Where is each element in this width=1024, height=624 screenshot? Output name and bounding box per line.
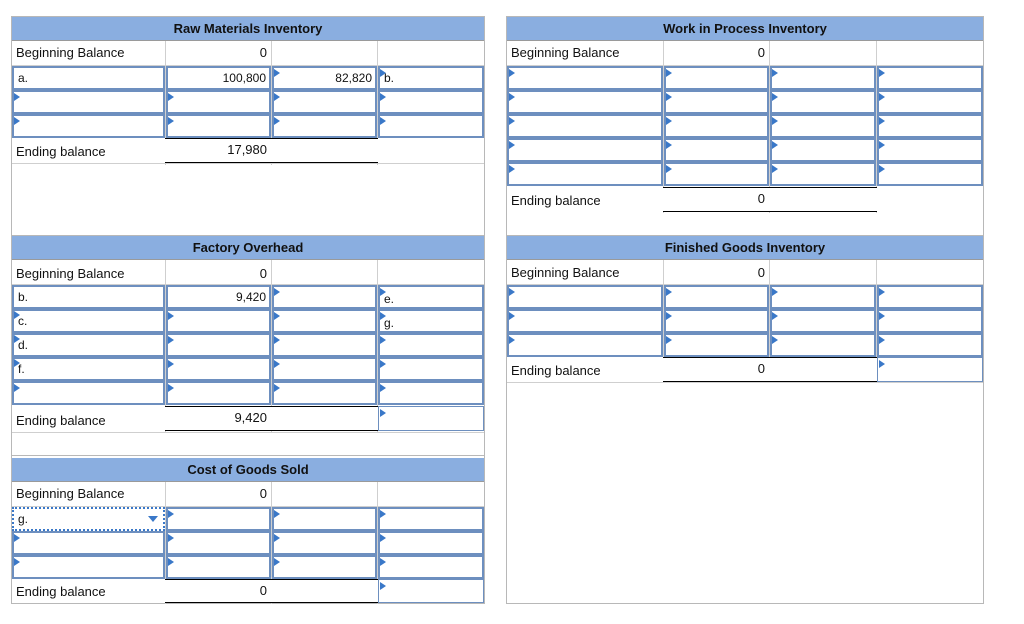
fo-row-f-debit[interactable]	[166, 357, 271, 381]
blue-triangle-flag-icon	[274, 117, 280, 125]
fg-row-1-credit[interactable]	[770, 285, 876, 309]
wip-row-4-credit[interactable]	[770, 138, 876, 162]
wip-row-4-debit[interactable]	[664, 138, 769, 162]
blue-triangle-flag-icon	[14, 311, 20, 319]
blue-triangle-flag-icon	[772, 93, 778, 101]
fg-ending-value: 0	[757, 361, 765, 376]
wip-title: Work in Process Inventory	[507, 17, 983, 41]
blue-triangle-flag-icon	[14, 534, 20, 542]
rm-row-a-account[interactable]	[12, 66, 165, 90]
cogs-ending-credit[interactable]	[378, 579, 484, 603]
blue-triangle-flag-icon	[380, 384, 386, 392]
fo-row-b-debit[interactable]	[166, 285, 271, 309]
blue-triangle-flag-icon	[666, 141, 672, 149]
blue-triangle-flag-icon	[274, 312, 280, 320]
fo-row-b-credit[interactable]	[272, 285, 377, 309]
wip-beginning-label: Beginning Balance	[511, 45, 620, 60]
wip-row-2-credit[interactable]	[770, 90, 876, 114]
blue-triangle-flag-icon	[772, 336, 778, 344]
fg-row-2-credit-account[interactable]	[877, 309, 983, 333]
blue-triangle-flag-icon	[509, 141, 515, 149]
fo-row-6-account[interactable]	[12, 381, 165, 405]
blue-triangle-flag-icon	[168, 360, 174, 368]
blue-triangle-flag-icon	[509, 312, 515, 320]
blue-triangle-flag-icon	[879, 165, 885, 173]
wip-row-4-credit-account[interactable]	[877, 138, 983, 162]
raw-materials-title: Raw Materials Inventory	[12, 17, 484, 41]
blue-triangle-flag-icon	[274, 558, 280, 566]
blue-triangle-flag-icon	[168, 117, 174, 125]
blue-triangle-flag-icon	[666, 117, 672, 125]
blue-triangle-flag-icon	[666, 165, 672, 173]
blue-triangle-flag-icon	[274, 360, 280, 368]
blue-triangle-flag-icon	[380, 360, 386, 368]
rm-row-a-credit-account[interactable]	[378, 66, 484, 90]
wip-row-3-credit[interactable]	[770, 114, 876, 138]
fo-row-d-credit-account[interactable]	[378, 333, 484, 357]
wip-row-5-account[interactable]	[507, 162, 663, 186]
wip-ending-value: 0	[757, 191, 765, 206]
fg-row-2-account[interactable]	[507, 309, 663, 333]
wip-row-3-credit-account[interactable]	[877, 114, 983, 138]
blue-triangle-flag-icon	[168, 93, 174, 101]
fg-row-1-debit[interactable]	[664, 285, 769, 309]
blue-triangle-flag-icon	[879, 336, 885, 344]
wip-row-5-debit[interactable]	[664, 162, 769, 186]
factory-overhead-title: Factory Overhead	[12, 236, 484, 260]
blue-triangle-flag-icon	[509, 117, 515, 125]
cogs-row-3-account[interactable]	[12, 555, 165, 579]
fo-row-c-credit[interactable]	[272, 309, 377, 333]
wip-row-1-account[interactable]	[507, 66, 663, 90]
wip-row-2-debit[interactable]	[664, 90, 769, 114]
fo-beginning-label: Beginning Balance	[16, 266, 125, 281]
blue-triangle-flag-icon	[380, 69, 386, 77]
blue-triangle-flag-icon	[274, 69, 280, 77]
finished-goods-title: Finished Goods Inventory	[507, 236, 983, 260]
blue-triangle-flag-icon	[168, 336, 174, 344]
wip-row-1-debit[interactable]	[664, 66, 769, 90]
blue-triangle-flag-icon	[168, 312, 174, 320]
cogs-beginning-label: Beginning Balance	[16, 486, 125, 501]
blue-triangle-flag-icon	[772, 165, 778, 173]
fo-row-g-label: g.	[384, 316, 395, 330]
fo-row-e-account[interactable]	[378, 285, 484, 309]
blue-triangle-flag-icon	[509, 165, 515, 173]
cogs-row-2-credit[interactable]	[272, 531, 377, 555]
rm-row-a-credit[interactable]	[272, 66, 377, 90]
fg-ending-label: Ending balance	[511, 363, 601, 378]
cogs-row-g-debit[interactable]	[166, 507, 271, 531]
fo-row-c-account[interactable]	[12, 309, 165, 333]
cogs-row-3-credit-account[interactable]	[378, 555, 484, 579]
blue-triangle-flag-icon	[879, 312, 885, 320]
blue-triangle-flag-icon	[380, 336, 386, 344]
blue-triangle-flag-icon	[274, 336, 280, 344]
blue-triangle-flag-icon	[14, 384, 20, 392]
wip-beginning-value: 0	[757, 45, 765, 60]
fo-row-d-label: d.	[18, 338, 29, 352]
blue-triangle-flag-icon	[879, 288, 885, 296]
blue-triangle-flag-icon	[509, 288, 515, 296]
fo-row-e-label: e.	[384, 292, 395, 306]
blue-triangle-flag-icon	[509, 69, 515, 77]
factory-overhead-panel	[11, 236, 485, 456]
fo-row-f-credit-account[interactable]	[378, 357, 484, 381]
wip-row-3-account[interactable]	[507, 114, 663, 138]
cogs-row-2-account[interactable]	[12, 531, 165, 555]
fo-row-f-credit[interactable]	[272, 357, 377, 381]
rm-row-a-label: a.	[18, 71, 29, 85]
blue-triangle-flag-icon	[274, 510, 280, 518]
rm-row-a-credit-value: 82,820	[335, 71, 372, 85]
fo-row-d-account[interactable]	[12, 333, 165, 357]
fo-row-g-account[interactable]	[378, 309, 484, 333]
fg-row-3-account[interactable]	[507, 333, 663, 357]
blue-triangle-flag-icon	[666, 93, 672, 101]
wip-row-2-credit-account[interactable]	[877, 90, 983, 114]
fo-row-b-account[interactable]	[12, 285, 165, 309]
wip-row-5-credit-account[interactable]	[877, 162, 983, 186]
fo-row-c-label: c.	[18, 314, 28, 328]
fg-ending-credit[interactable]	[877, 357, 983, 382]
work-in-process-panel	[506, 16, 984, 236]
fo-row-b-label: b.	[18, 290, 29, 304]
blue-triangle-flag-icon	[168, 558, 174, 566]
rm-row-a-credit-label: b.	[384, 71, 395, 85]
blue-triangle-flag-icon	[772, 312, 778, 320]
rm-beginning-value: 0	[259, 45, 267, 60]
rm-row-2-credit[interactable]	[272, 90, 377, 114]
rm-row-2-debit[interactable]	[166, 90, 271, 114]
blue-triangle-flag-icon	[380, 117, 386, 125]
rm-row-3-account[interactable]	[12, 114, 165, 138]
fg-beginning-value: 0	[757, 265, 765, 280]
fo-ending-value: 9,420	[234, 410, 267, 425]
blue-triangle-flag-icon	[274, 534, 280, 542]
fg-row-1-account[interactable]	[507, 285, 663, 309]
fo-row-f-account[interactable]	[12, 357, 165, 381]
fg-row-3-debit[interactable]	[664, 333, 769, 357]
blue-triangle-flag-icon	[274, 384, 280, 392]
blue-triangle-flag-icon	[772, 288, 778, 296]
fg-row-2-debit[interactable]	[664, 309, 769, 333]
blue-triangle-flag-icon	[380, 534, 386, 542]
cogs-row-3-debit[interactable]	[166, 555, 271, 579]
cogs-row-g-credit[interactable]	[272, 507, 377, 531]
cogs-ending-value: 0	[259, 583, 267, 598]
blue-triangle-flag-icon	[380, 312, 386, 320]
fo-row-d-credit[interactable]	[272, 333, 377, 357]
blue-triangle-flag-icon	[274, 288, 280, 296]
blue-triangle-flag-icon	[380, 558, 386, 566]
finished-goods-panel	[506, 236, 984, 604]
blue-triangle-flag-icon	[380, 510, 386, 518]
blue-triangle-flag-icon	[509, 336, 515, 344]
rm-ending-label: Ending balance	[16, 144, 106, 159]
wip-row-3-debit[interactable]	[664, 114, 769, 138]
rm-row-2-credit-account[interactable]	[378, 90, 484, 114]
cogs-row-3-credit[interactable]	[272, 555, 377, 579]
fo-beginning-value: 0	[259, 266, 267, 281]
blue-triangle-flag-icon	[509, 93, 515, 101]
blue-triangle-flag-icon	[168, 384, 174, 392]
rm-row-3-credit[interactable]	[272, 114, 377, 138]
fg-beginning-label: Beginning Balance	[511, 265, 620, 280]
cogs-ending-label: Ending balance	[16, 584, 106, 599]
rm-beginning-label: Beginning Balance	[16, 45, 125, 60]
cogs-row-g-label: g.	[18, 512, 29, 526]
wip-row-5-credit[interactable]	[770, 162, 876, 186]
fo-ending-label: Ending balance	[16, 413, 106, 428]
wip-row-1-credit[interactable]	[770, 66, 876, 90]
rm-row-a-debit-value: 100,800	[222, 71, 266, 85]
blue-triangle-flag-icon	[14, 558, 20, 566]
blue-triangle-flag-icon	[772, 117, 778, 125]
blue-triangle-flag-icon	[380, 409, 386, 417]
raw-materials-panel	[11, 16, 485, 236]
fo-row-c-debit[interactable]	[166, 309, 271, 333]
blue-triangle-flag-icon	[14, 359, 20, 367]
wip-row-2-account[interactable]	[507, 90, 663, 114]
cogs-row-g-credit-account[interactable]	[378, 507, 484, 531]
blue-triangle-flag-icon	[879, 117, 885, 125]
cogs-beginning-value: 0	[259, 486, 267, 501]
rm-row-3-debit[interactable]	[166, 114, 271, 138]
wip-row-4-account[interactable]	[507, 138, 663, 162]
blue-triangle-flag-icon	[879, 360, 885, 368]
rm-row-2-account[interactable]	[12, 90, 165, 114]
cogs-row-g-account-select[interactable]	[12, 507, 165, 531]
blue-triangle-flag-icon	[380, 93, 386, 101]
blue-triangle-flag-icon	[772, 141, 778, 149]
blue-triangle-flag-icon	[666, 336, 672, 344]
blue-triangle-flag-icon	[879, 141, 885, 149]
blue-triangle-flag-icon	[666, 288, 672, 296]
blue-triangle-flag-icon	[380, 582, 386, 590]
wip-ending-label: Ending balance	[511, 193, 601, 208]
rm-row-a-debit[interactable]	[166, 66, 271, 90]
fg-row-1-credit-account[interactable]	[877, 285, 983, 309]
cogs-row-2-credit-account[interactable]	[378, 531, 484, 555]
cogs-row-2-debit[interactable]	[166, 531, 271, 555]
fo-row-6-credit-account[interactable]	[378, 381, 484, 405]
blue-triangle-flag-icon	[14, 93, 20, 101]
blue-triangle-flag-icon	[879, 93, 885, 101]
fo-row-f-label: f.	[18, 362, 25, 376]
fg-row-2-credit[interactable]	[770, 309, 876, 333]
blue-triangle-flag-icon	[666, 69, 672, 77]
fo-row-6-debit[interactable]	[166, 381, 271, 405]
fo-row-b-debit-value: 9,420	[235, 290, 266, 304]
blue-triangle-flag-icon	[772, 69, 778, 77]
fo-row-6-credit[interactable]	[272, 381, 377, 405]
fo-ending-credit[interactable]	[378, 406, 484, 431]
blue-triangle-flag-icon	[168, 510, 174, 518]
blue-triangle-flag-icon	[380, 288, 386, 296]
blue-triangle-flag-icon	[666, 312, 672, 320]
rm-ending-value: 17,980	[227, 142, 267, 157]
rm-row-3-credit-account[interactable]	[378, 114, 484, 138]
blue-triangle-flag-icon	[274, 93, 280, 101]
chevron-down-icon[interactable]	[148, 516, 158, 522]
cost-of-goods-sold-panel	[11, 456, 485, 604]
fo-row-d-debit[interactable]	[166, 333, 271, 357]
fg-row-3-credit-account[interactable]	[877, 333, 983, 357]
blue-triangle-flag-icon	[14, 335, 20, 343]
blue-triangle-flag-icon	[879, 69, 885, 77]
wip-row-1-credit-account[interactable]	[877, 66, 983, 90]
cogs-title: Cost of Goods Sold	[12, 458, 484, 482]
blue-triangle-flag-icon	[14, 117, 20, 125]
fg-row-3-credit[interactable]	[770, 333, 876, 357]
blue-triangle-flag-icon	[168, 534, 174, 542]
